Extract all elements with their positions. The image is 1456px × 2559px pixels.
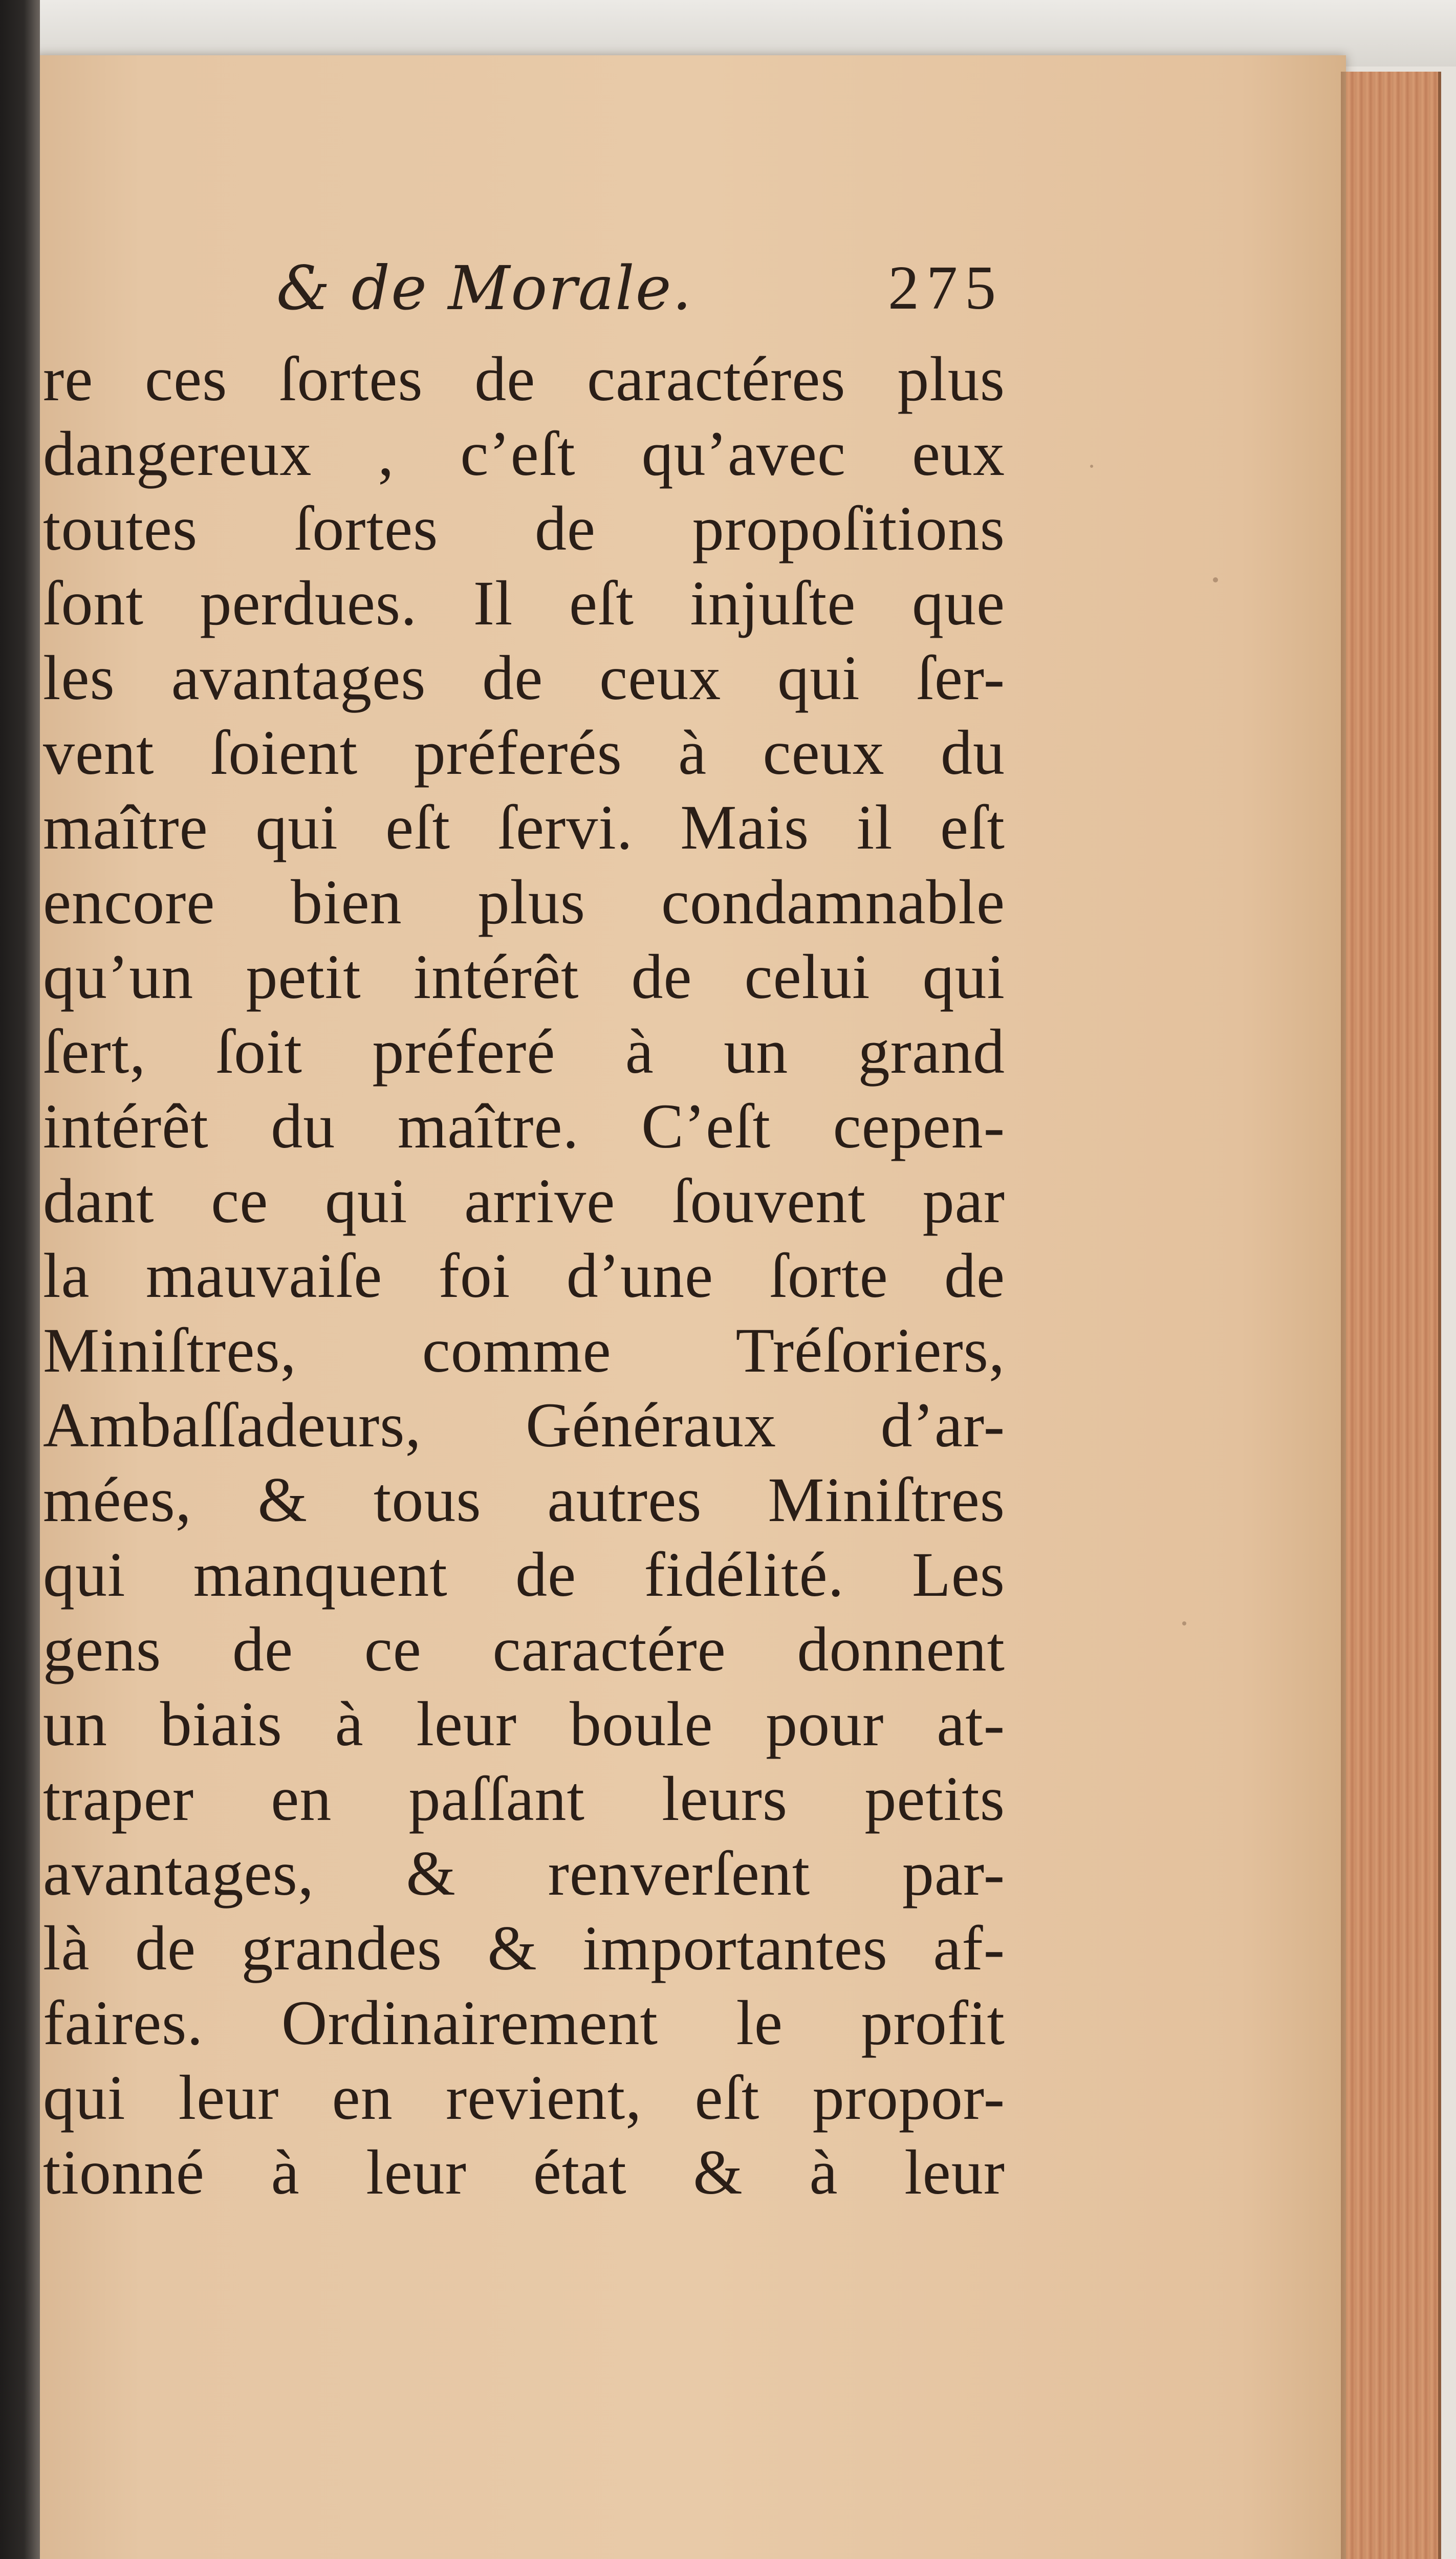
text-line: un biais à leur boule pour at- [43, 1689, 1005, 1759]
text-line: dant ce qui arrive ſouvent par [43, 1166, 1005, 1236]
text-line: qui leur en revient, eſt propor- [43, 2063, 1005, 2133]
text-line: encore bien plus condamnable [43, 867, 1005, 937]
text-line: toutes ſortes de propoſitions [43, 493, 1005, 563]
text-line: là de grandes & importantes af- [43, 1913, 1005, 1983]
text-line: qui manquent de fidélité. Les [43, 1539, 1005, 1610]
foxing-speck [1090, 465, 1093, 468]
text-line: ſert, ſoit préferé à un grand [43, 1016, 1005, 1087]
text-line: maître qui eſt ſervi. Mais il eſt [43, 792, 1005, 862]
text-line: avantages, & renverſent par- [43, 1838, 1005, 1909]
text-line: qu’un petit intérêt de celui qui [43, 942, 1005, 1012]
text-line: dangereux , c’eſt qu’avec eux [43, 419, 1005, 489]
text-line: Ambaſſadeurs, Généraux d’ar- [43, 1390, 1005, 1460]
text-line: gens de ce caractére donnent [43, 1614, 1005, 1684]
book-binding [0, 0, 40, 2559]
book-page [36, 55, 1346, 2559]
text-line: la mauvaiſe foi d’une ſorte de [43, 1241, 1005, 1311]
text-line: vent ſoient préferés à ceux du [43, 718, 1005, 788]
running-head-title: & de Morale. [276, 253, 693, 323]
text-line: traper en paſſant leurs petits [43, 1764, 1005, 1834]
foxing-speck [1213, 577, 1218, 582]
text-line: tionné à leur état & à leur [43, 2137, 1005, 2207]
text-line: les avantages de ceux qui ſer- [43, 643, 1005, 713]
gilt-page-edges [1346, 72, 1441, 2559]
text-line: faires. Ordinairement le profit [43, 1988, 1005, 2058]
body-text [43, 342, 1005, 2210]
text-line: intérêt du maître. C’eſt cepen- [43, 1091, 1005, 1161]
text-line: Miniſtres, comme Tréſoriers, [43, 1315, 1005, 1385]
text-line: re ces ſortes de caractéres plus [43, 344, 1005, 414]
running-head [276, 250, 1003, 327]
text-line: ſont perdues. Il eſt injuſte que [43, 568, 1005, 638]
foxing-speck [1182, 1621, 1186, 1625]
page-number: 275 [888, 253, 1003, 322]
text-line: mées, & tous autres Miniſtres [43, 1465, 1005, 1535]
